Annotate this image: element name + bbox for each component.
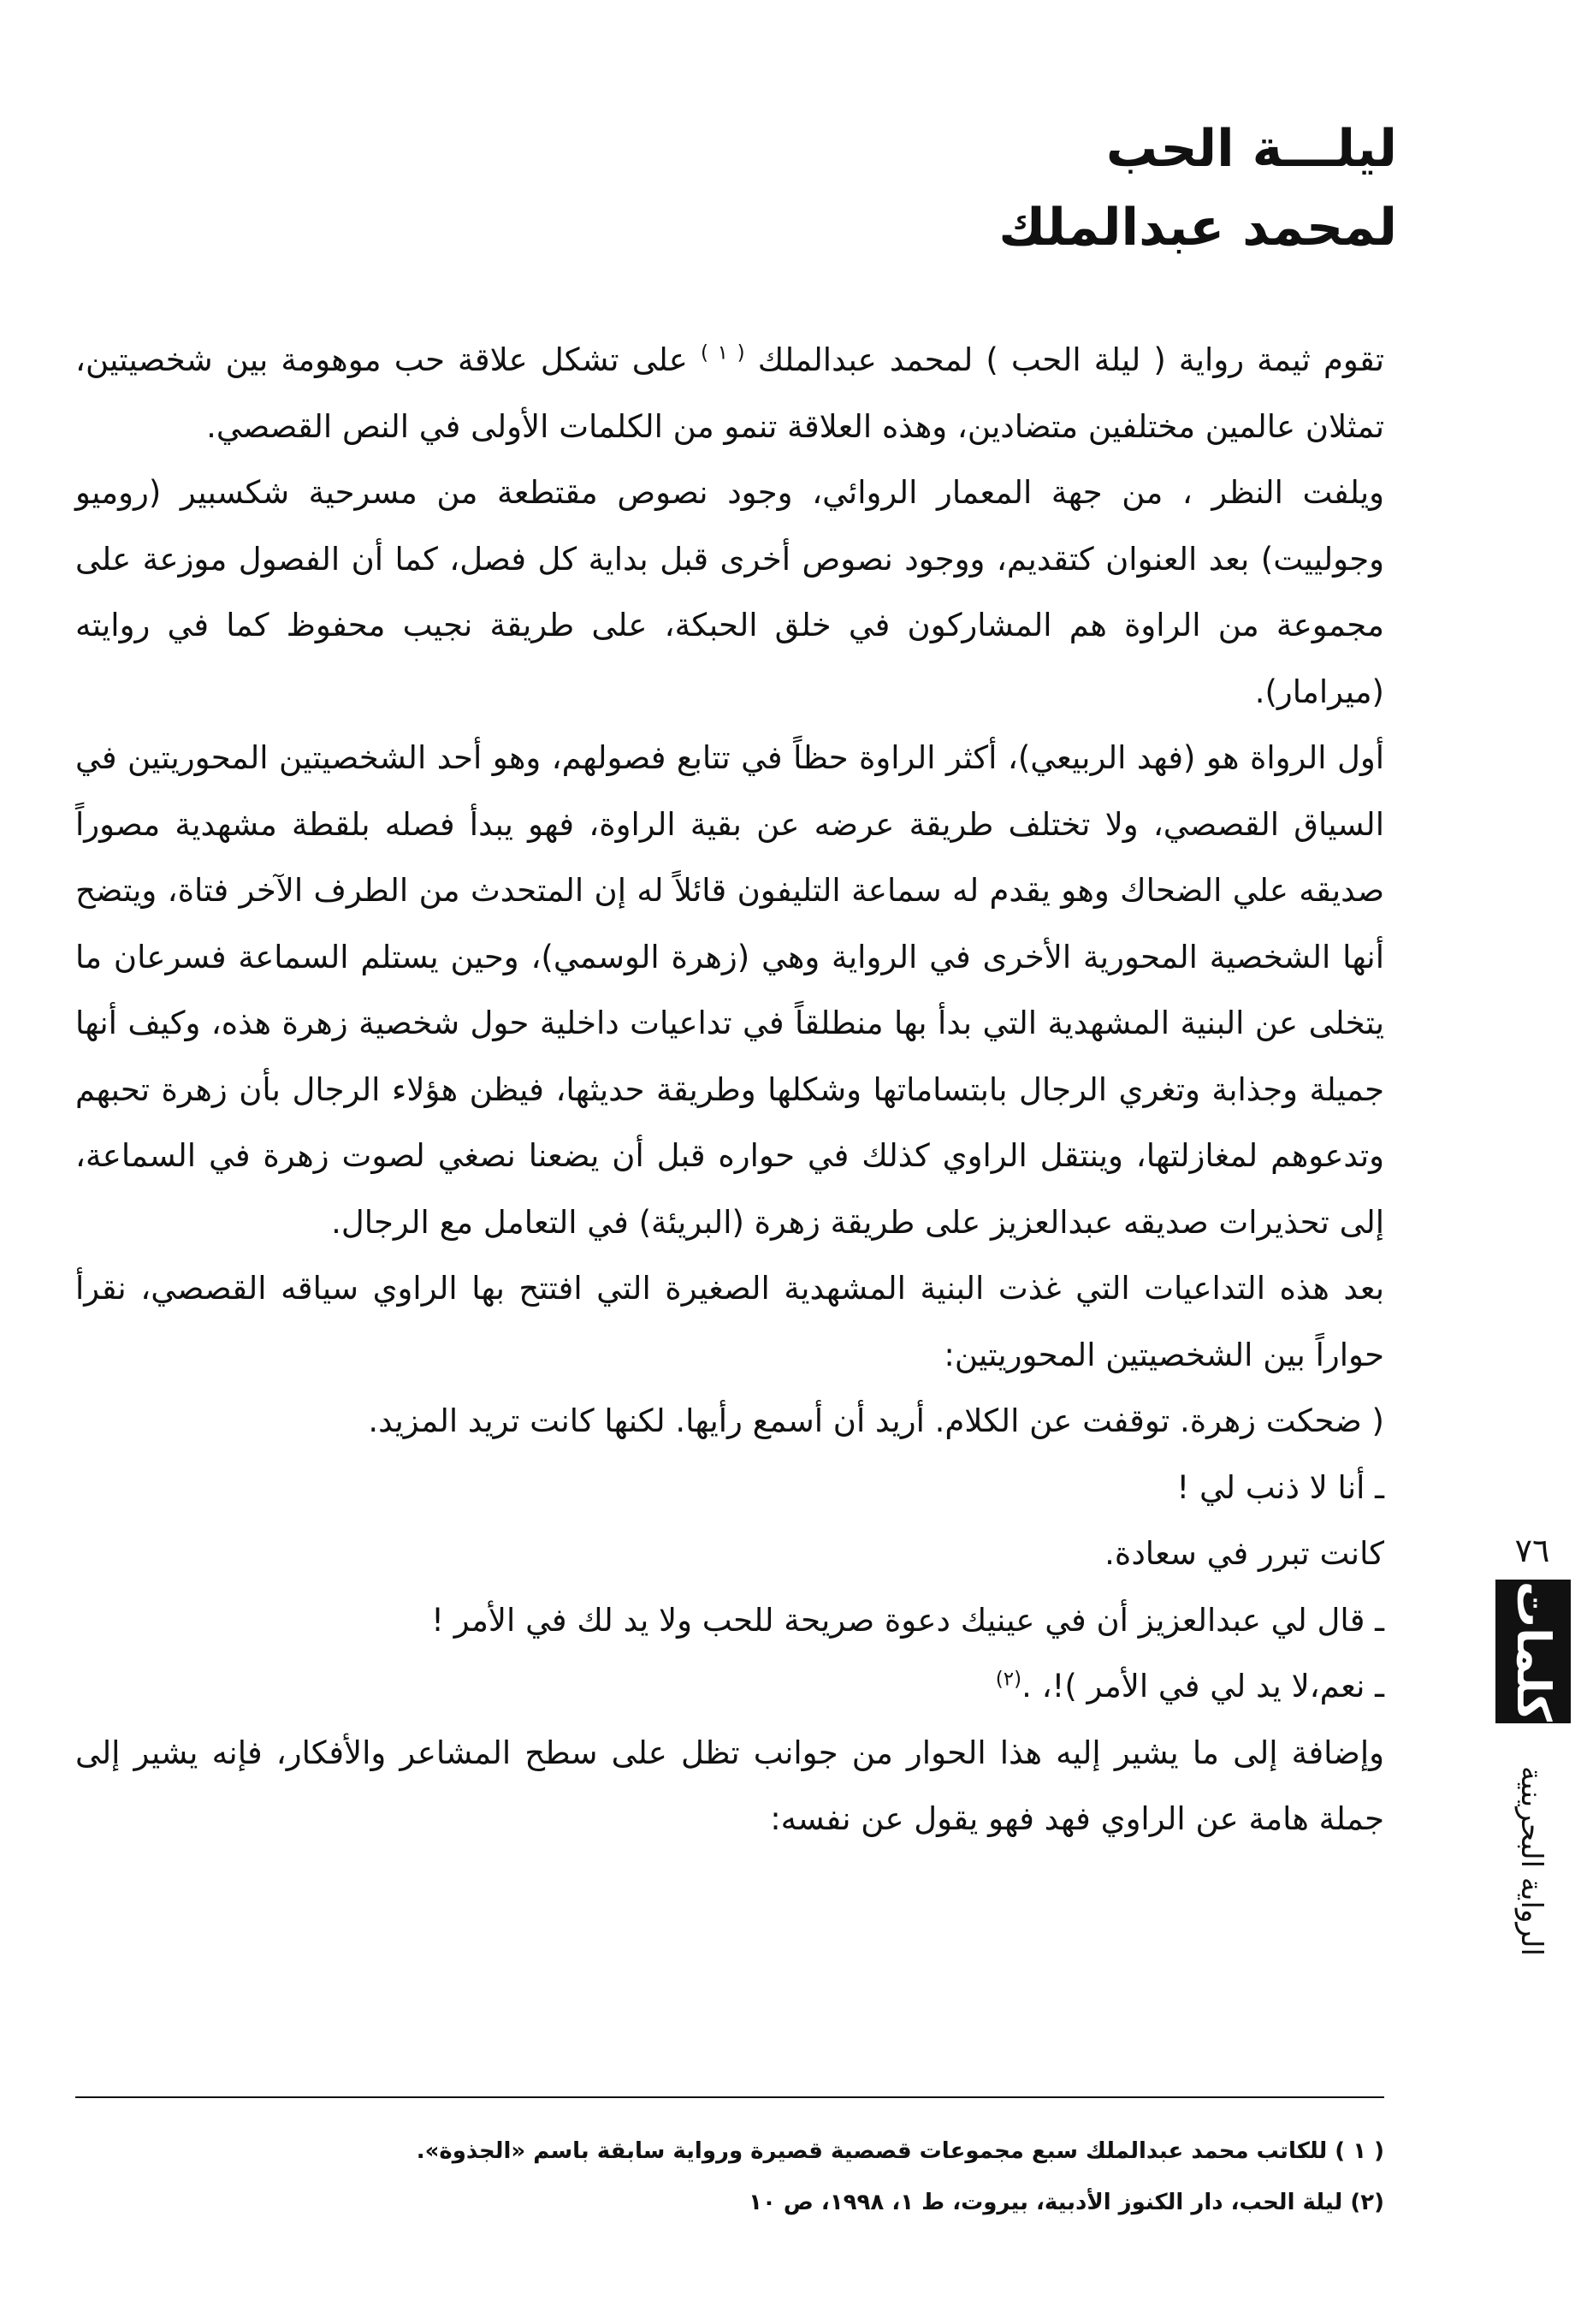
magazine-logo	[1495, 1580, 1571, 1723]
paragraph-5: وإضافة إلى ما يشير إليه هذا الحوار من جوانب تظل على سطح المشاعر والأفكار، فإنه يشير إلى جملة هامة عن الراوي فهد فهو يقول عن نفسه:	[75, 1734, 1384, 1837]
footnote-ref-1: ( ١ )	[700, 341, 745, 365]
footnote-2: (٢) ليلة الحب، دار الكنوز الأدبية، بيروت، ط ١، ١٩٩٨، ص ١٠	[749, 2190, 1384, 2215]
footnote-ref-2: (٢)	[995, 1668, 1022, 1691]
paragraph-3: أول الرواة هو (فهد الربيعي)، أكثر الراوة حظاً في تتابع فصولهم، وهو أحد الشخصيتين المحوريتين في السياق القصصي، ولا تختلف طريقة عرضه عن بقية الراوة، فهو يبدأ فصله بلقطة مشهدية مصوراً صديقه علي الضحاك وهو يقدم له سماعة التليفون قائلاً له إن المتحدث من الطرف الآخر فتاة، ويتضح أنها الشخصية المحورية الأخرى في الرواية وهي (زهرة الوسمي)، وحين يستلم السماعة فسرعان ما يتخلى عن البنية المشهدية التي بدأ بها منطلقاً في تداعيات داخلية حول شخصية زهرة هذه، وكيف أنها جميلة وجذابة وتغري الرجال بابتساماتها وشكلها وطريقة حديثها، فيظن هؤلاء الرجال بأن زهرة تحبهم وتدعوهم لمغازلتها، وينتقل الراوي كذلك في حواره قبل أن يضعنا نصغي لصوت زهرة في السماعة، إلى تحذيرات صديقه عبدالعزيز على طريقة زهرة (البريئة) في التعامل مع الرجال.	[75, 739, 1384, 1241]
dialogue-line-1: ( ضحكت زهرة. توقفت عن الكلام. أريد أن أسمع رأيها. لكنها كانت تريد المزيد.	[368, 1402, 1384, 1439]
page-number: ٧٦	[1514, 1532, 1550, 1569]
paragraph-1	[75, 327, 1384, 459]
footnote-divider	[75, 2096, 1384, 2098]
section-label	[1497, 1746, 1566, 1977]
paragraph-4: بعد هذه التداعيات التي غذت البنية المشهدية الصغيرة التي افتتح بها الراوي سياقه القصصي، نقرأ حواراً بين الشخصيتين المحوريتين:	[75, 1270, 1384, 1373]
section-label-text: الرواية البحرينية	[1514, 1766, 1549, 1956]
dialogue-line-5	[75, 1653, 1384, 1720]
footnotes	[75, 2125, 1384, 2228]
dialogue-line-3: كانت تبرر في سعادة.	[1104, 1535, 1384, 1572]
chapter-title	[713, 110, 1397, 267]
magazine-logo-text: كلمات	[1507, 1580, 1561, 1722]
paragraph-1-text-b: على تشكل علاقة حب موهومة بين شخصيتين، تمثلان عالمين مختلفين متضادين، وهذه العلاقة تنمو من الكلمات الأولى في النص القصصي.	[75, 341, 1384, 445]
dialogue-line-5-text: ـ نعم،لا يد لي في الأمر )!، .	[1021, 1668, 1384, 1704]
title-line-2: لمحمد عبدالملك	[998, 198, 1397, 258]
footnote-1: ( ١ ) للكاتب محمد عبدالملك سبع مجموعات قصصية قصيرة ورواية سابقة باسم «الجذوة».	[416, 2138, 1384, 2164]
dialogue-line-2: ـ أنا لا ذنب لي !	[1176, 1468, 1384, 1506]
paragraph-2: ويلفت النظر ، من جهة المعمار الروائي، وجود نصوص مقتطعة من مسرحية شكسبير (روميو وجولييت) بعد العنوان كتقديم، ووجود نصوص أخرى قبل بداية كل فصل، كما أن الفصول موزعة على مجموعة من الراوة هم المشاركون في خلق الحبكة، على طريقة نجيب محفوظ كما في روايته (ميرامار).	[75, 474, 1384, 710]
body-text	[75, 327, 1384, 1853]
title-line-1: ليلـــة الحب	[1105, 119, 1397, 179]
dialogue-line-4: ـ قال لي عبدالعزيز أن في عينيك دعوة صريحة للحب ولا يد لك في الأمر !	[431, 1601, 1384, 1639]
paragraph-1-text-a: تقوم ثيمة رواية ( ليلة الحب ) لمحمد عبدالملك	[744, 341, 1384, 378]
